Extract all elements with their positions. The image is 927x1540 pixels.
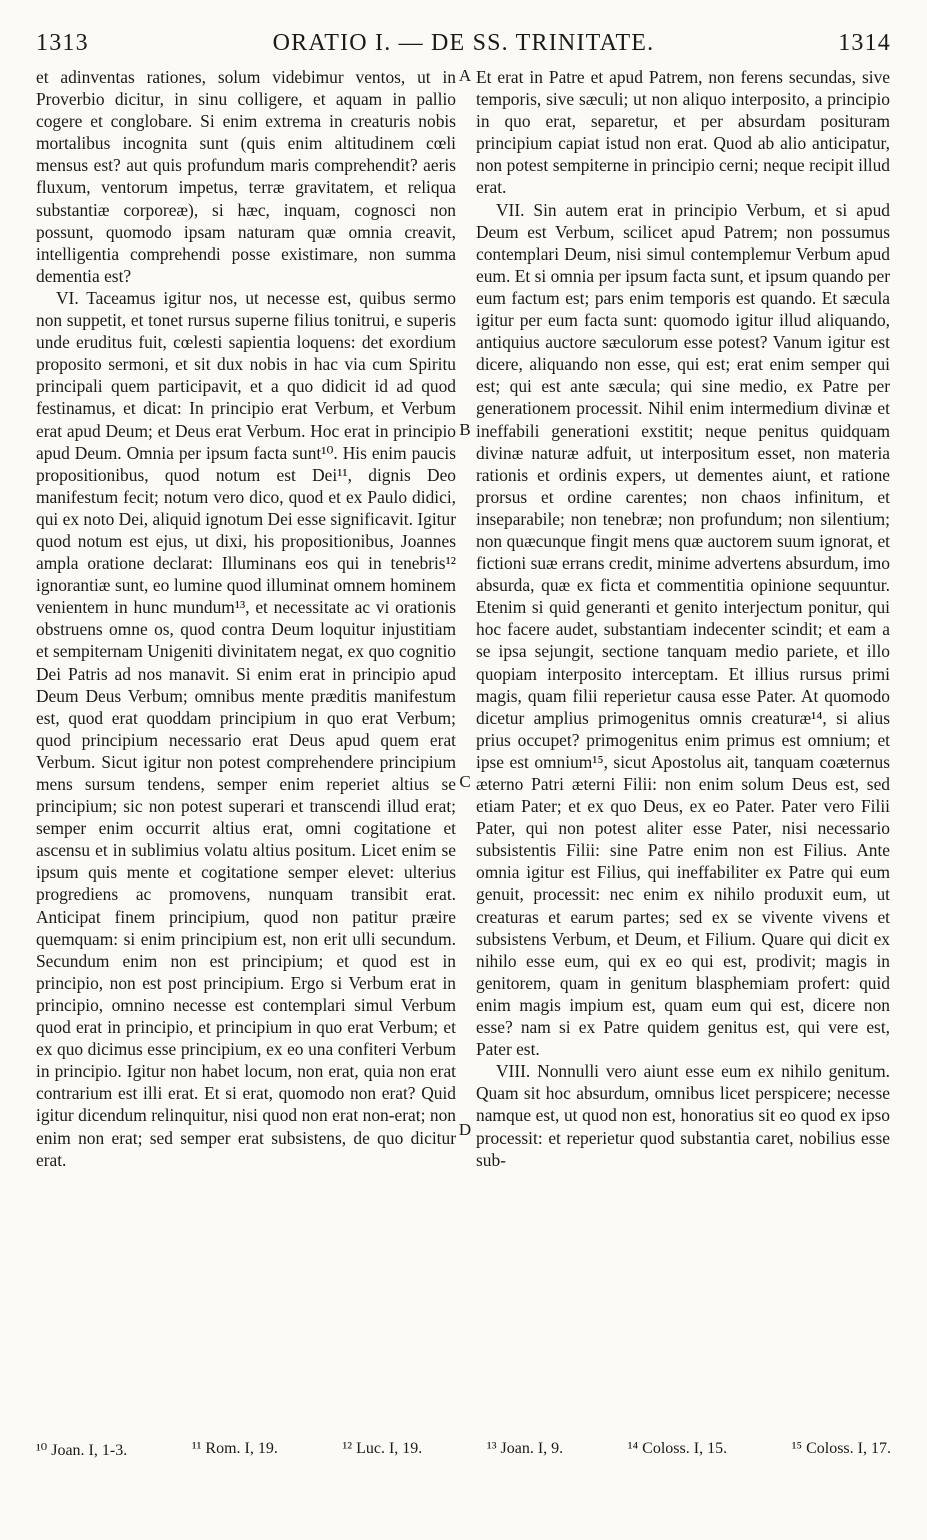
footnote-11: ¹¹ Rom. I, 19. [191,1440,278,1457]
footnotes [36,1440,891,1460]
page-number-right: 1314 [838,30,891,56]
left-paragraph-1: et adinventas rationes, solum videbimur ventos, ut in Proverbio dicitur, in sinu colligere, et aquam in pallio cogere et conglobare. Si enim extrema in creaturis nobis mortalibus incognita sunt (quis enim altitudinem cœli mensus est? aut quis profundum maris comprehendit? aeris fluxum, ventorum impetus, terræ gravitatem, et reliqua substantiæ corporeæ), si hæc, inquam, cognosci non possunt, quomodo ipsam naturam quæ omnia creavit, intelligentia comprehendi posse existimare, non summa dementia est? [36,67,456,286]
left-paragraph-2: VI. Taceamus igitur nos, ut necesse est, quibus sermo non suppetit, et tonet rursus superne filius tonitrui, e superis unde eruditus fuit, cœlesti sapientia loquens: det exordium proposito sermoni, et sit dux nobis in hac via cum Spiritu principali quem participavit, et a quo didicit id ad quod festinamus, et dicat: In principio erat Verbum, et Verbum erat apud Deum; et Deus erat Verbum. Hoc erat in principio apud Deum. Omnia per ipsum facta sunt¹⁰. His enim paucis propositionibus, quod notum est Dei¹¹, dignis Deo manifestum fecit; notum vero dico, quod et ex Paulo didici, qui ex noto Dei, aliquid ignotum Dei esse significavit. Igitur quod notum est ejus, ut dixi, his propositionibus, Joannes ampla oratione declarat: Illuminans eos qui in tenebris¹² ignorantiæ sunt, eo lumine quod illuminat omnem hominem venientem in hunc mundum¹³, et necessitate ac vi orationis obstruens omne os, quod contra Deum loquitur injustitiam et sempiternam Unigeniti divinitatem negat, ex quo cognitio Dei Patris ad nos manavit. Si enim erat in principio apud Deum Deus Verbum; omnibus mente præditis manifestum est, quod erat quoddam principium in quo erat Verbum; quod principium necessario erat Deus apud quem erat Verbum. Sicut igitur non potest comprehendere principium mens sursum tendens, semper enim reperiet altius se principium; sic non potest superari et transcendi illud erat; semper enim occurrit altius erat, omni cogitatione et ascensu et in sublimius volatu altius positum. Licet enim se ipsum quis mente et cogitatione semper elevet: ulterius progrediens ac promovens, nunquam transibit erat. Anticipat finem principium, quod non patitur præire quemquam: si enim principium est, non erit ulli secundum. Secundum enim non est principium; et quod est in principio, non est post principium. Ergo si Verbum erat in principio, omnino necesse est contemplari simul Verbum quod erat in principio, et principium in quo erat Verbum; et ex quo dicimus esse principium, ex eo una confiteri Verbum in principio. Igitur non habet locum, non erat, quia non erat contrarium est illi erat. Et si erat, quomodo non erat? Quid igitur dicendum relinquitur, nisi quod non erat non-erat; non enim non erat; sed semper erat subsistens, de quo dicitur erat. [36,287,456,1170]
footnote-15: ¹⁵ Coloss. I, 17. [791,1440,891,1457]
margin-marker-b: B [459,420,471,439]
page-number-left: 1313 [36,30,89,56]
footnote-14: ¹⁴ Coloss. I, 15. [627,1440,728,1457]
footnote-12: ¹² Luc. I, 19. [342,1440,423,1457]
right-paragraph-1: Et erat in Patre et apud Patrem, non ferens secundas, sive temporis, sive sæculi; ut non aliquo interposito, a principio in quo erat, separetur, et per absurdam posituram principium capiat istud non erat. Quod ab alio anticipatur, non potest sempiterne in principio cerni; neque recipit illud erat. [476,67,890,198]
margin-marker-c: C [459,772,471,791]
right-column [476,66,890,1436]
left-column [36,66,456,1436]
right-paragraph-3: VIII. Nonnulli vero aiunt esse eum ex nihilo genitum. Quam sit hoc absurdum, omnibus licet perspicere; necesse namque est, ut quod non est, honoratius sit eo quod ex ipso processit: et reperietur quod substantia caret, nobilius esse sub- [476,1061,890,1170]
footnote-13: ¹³ Joan. I, 9. [486,1440,564,1457]
page-title: ORATIO I. — DE SS. TRINITATE. [272,30,655,56]
page-header [36,30,891,64]
right-paragraph-2: VII. Sin autem erat in principio Verbum, et si apud Deum est Verbum, scilicet apud Patrem; non possumus contemplari Deum, nisi simul contemplemur Verbum apud eum. Et si omnia per ipsum facta sunt, et ipsum quando per eum factum est; pars enim temporis est quando. Et sæcula igitur per eum facta sunt: quomodo igitur illud aliquando, antiquius auctore sæculorum esse potest? Vanum igitur est dicere, aliquando non esse, qui est; erat enim semper qui est; qui est ante sæcula; qui sine medio, ex Patre per generationem processit. Nihil enim intermedium divinæ et ineffabili generationi exstitit; neque penitus quidquam divinæ naturæ adfuit, ut interpositum esset, non materia rationis et ordinis expers, ut dementes aiunt, et ratione prorsus et ordine carentes; non chaos infinitum, et inseparabile; non tenebræ; non profundum; non silentium; non quæcunque fingit mens quæ auctorem suum ignorat, et fictioni suæ errans credit, minime advertens absurdum, imo absurda, quæ ex ficta et commentitia opinione sequuntur. Etenim si quid generanti et genito interjectum ponitur, qui hoc facere audet, substantiam indecenter scindit; et eam a se ipsa sejungit, sectione tanquam medio pariete, et illo quopiam interposito interceptam. Et illius rursus primi magis, quam filii reperietur causa esse Pater. At quomodo dicetur amplius primogenitus omnis creaturæ¹⁴, si alius prius occupet? primogenitus enim primus est omnium; et ipse est omnium¹⁵, sicut Apostolus ait, tanquam coæternus æterno Patri æterni Filii: non enim solum Deus est, sed etiam Pater; et ex quo Deus, ex eo Pater. Pater vero Filii Pater, qui non potest aliter esse Pater, nisi necessario subsistentis Filii: sine Patre enim non est Filius. Ante omnia igitur est Filius, qui ineffabiliter ex Patre qui eum genuit, processit: nec enim ex nihilo produxit eum, ut creaturas et earum partes; sed ex se vivente vivens et subsistens Verbum, et Deum, et Filium. Quare qui dicit ex nihilo esse eum, qui ex eo qui est, prodivit; magis in genitorem, quam in genitum blasphemiam profert: quid enim magis impium est, quam eum qui est, dicere non esse? nam si ex Patre quidem genitus est, qui vere est, Pater est. [476,199,890,1060]
footnote-10: ¹⁰ Joan. I, 1-3. [36,1442,128,1459]
margin-marker-d: D [458,1120,472,1139]
margin-marker-a: A [458,66,472,85]
